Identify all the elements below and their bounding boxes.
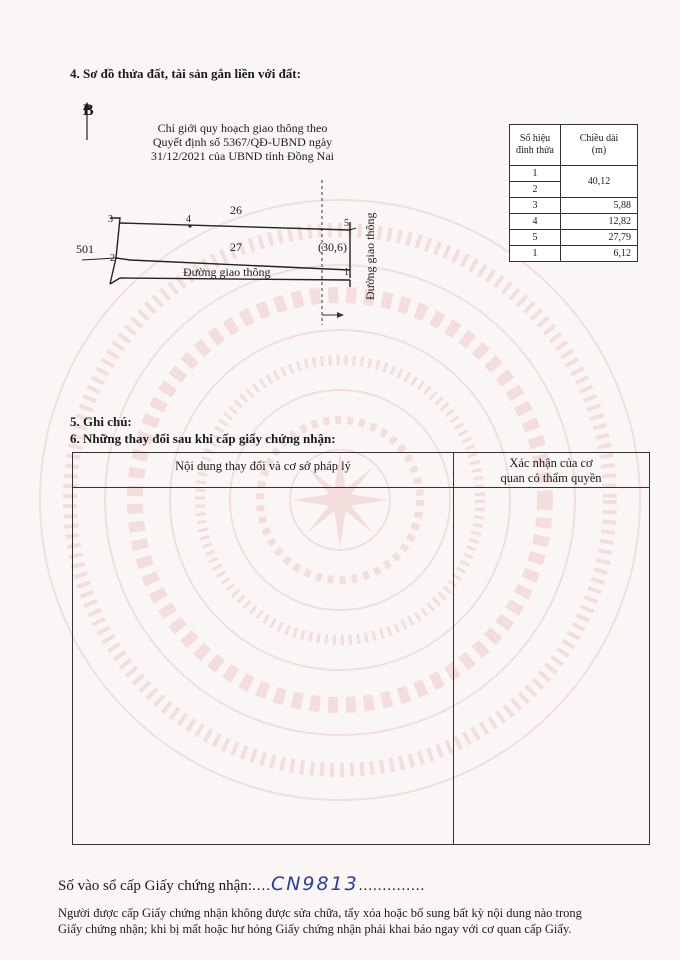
- header-divider: [73, 487, 649, 488]
- length-cell: 5,88: [561, 198, 638, 214]
- parcel-area-label: (30,6): [318, 240, 347, 254]
- edge-length-table: [509, 124, 638, 262]
- north-letter: B: [83, 102, 94, 119]
- changes-table: [72, 452, 650, 845]
- section-6-title: 6. Những thay đổi sau khi cấp giấy chứng nhận:: [70, 431, 336, 446]
- length-column-header: Chiều dài (m): [561, 125, 638, 166]
- vertex-2: 2: [110, 253, 115, 264]
- vertex-5: 5: [344, 218, 349, 229]
- point-cell: 3: [510, 198, 561, 214]
- registry-number-handwritten: CN9813: [270, 873, 359, 895]
- section-5-title: 5. Ghi chú:: [70, 414, 132, 429]
- planning-boundary-note: Chỉ giới quy hoạch giao thông theo Quyết định số 5367/QĐ-UBND ngày 31/12/2021 của UBND tỉnh Đồng Nai: [151, 121, 334, 163]
- vertex-1: 1: [344, 267, 349, 278]
- vertex-3: 3: [108, 214, 113, 225]
- point-cell: 1: [510, 166, 561, 182]
- point-cell: 5: [510, 230, 561, 246]
- road-horizontal-label: Đường giao thông: [183, 265, 271, 279]
- length-cell: 6,12: [561, 246, 638, 262]
- length-cell: 27,79: [561, 230, 638, 246]
- authority-confirmation-header: Xác nhận của cơ quan có thẩm quyền: [500, 456, 602, 485]
- parcel-501-label: 501: [76, 242, 94, 256]
- parcel-26-label: 26: [230, 203, 242, 217]
- warning-note: Người được cấp Giấy chứng nhận không được sửa chữa, tẩy xóa hoặc bổ sung bất kỳ nội dung nào trong Giấy chứng nhận; khi bị mất hoặc hư hỏng Giấy chứng nhận phải khai báo ngay với cơ quan cấp Giấy.: [58, 906, 582, 936]
- vertex-4: 4: [186, 214, 191, 225]
- column-divider: [453, 453, 454, 844]
- registry-label: Số vào sổ cấp Giấy chứng nhận:: [58, 878, 252, 894]
- registry-line: Số vào sổ cấp Giấy chứng nhận:....CN9813..............: [58, 873, 426, 895]
- road-vertical-label: Đường giao thông: [363, 212, 377, 300]
- parcel-27-label: 27: [230, 240, 242, 254]
- point-cell: 2: [510, 182, 561, 198]
- changes-content-header: Nội dung thay đổi và cơ sở pháp lý: [175, 459, 351, 473]
- point-column-header: Số hiệu đỉnh thửa: [510, 125, 561, 166]
- point-cell: 1: [510, 246, 561, 262]
- point-cell: 4: [510, 214, 561, 230]
- length-cell: 12,82: [561, 214, 638, 230]
- length-cell: 40,12: [561, 166, 638, 198]
- section-4-title: 4. Sơ đồ thửa đất, tài sản gắn liền với đất:: [70, 66, 301, 81]
